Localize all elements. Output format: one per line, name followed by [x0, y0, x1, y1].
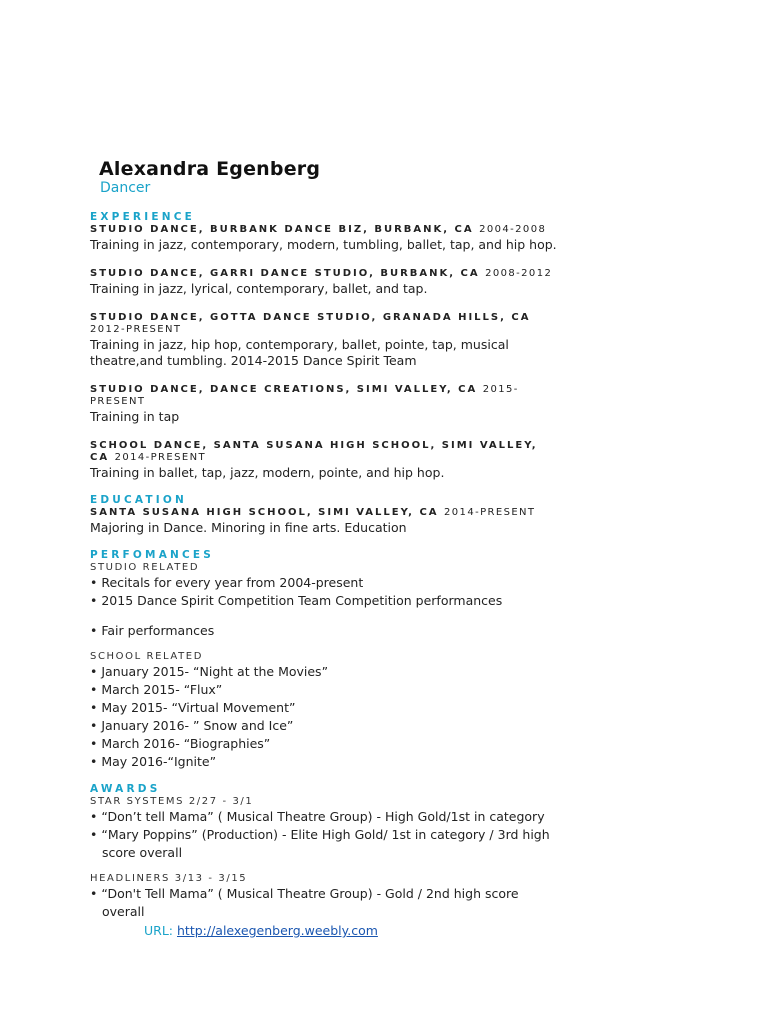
star-systems-list [90, 808, 560, 862]
star-systems-heading: STAR SYSTEMS 2/27 - 3/1 [90, 796, 254, 807]
resume-body [90, 211, 560, 921]
list-item: • May 2015- “Virtual Movement” [90, 699, 560, 717]
education-heading: EDUCATION [90, 494, 188, 506]
url-label: URL: [144, 923, 174, 938]
performances-section [90, 549, 560, 771]
school-performance-list [90, 663, 560, 771]
job-description: Training in jazz, contemporary, modern, tumbling, ballet, tap, and hip hop. [90, 237, 557, 252]
studio-performance-list-continued [90, 622, 560, 640]
school-dates: 2014-PRESENT [444, 507, 536, 518]
experience-section [90, 211, 560, 481]
job-title: STUDIO DANCE, GOTTA DANCE STUDIO, GRANADA HILLS, CA [90, 312, 531, 323]
experience-item [90, 224, 560, 253]
portfolio-url [144, 923, 378, 938]
list-item: • 2015 Dance Spirit Competition Team Competition performances [90, 592, 560, 610]
performances-heading: PERFOMANCES [90, 549, 215, 561]
list-item: • March 2016- “Biographies” [90, 735, 560, 753]
job-title: SCHOOL DANCE, SANTA SUSANA HIGH SCHOOL, SIMI VALLEY, CA [90, 440, 538, 463]
list-item: • January 2015- “Night at the Movies” [90, 663, 560, 681]
job-description: Training in ballet, tap, jazz, modern, pointe, and hip hop. [90, 465, 445, 480]
headliners-heading: HEADLINERS 3/13 - 3/15 [90, 873, 248, 884]
experience-item [90, 268, 560, 297]
school-related-heading: SCHOOL RELATED [90, 651, 204, 662]
list-item: • Fair performances [90, 622, 560, 640]
job-dates: 2012-PRESENT [90, 324, 182, 335]
portfolio-link[interactable]: http://alexegenberg.weebly.com [177, 923, 378, 938]
education-section [90, 494, 560, 536]
experience-heading: EXPERIENCE [90, 211, 195, 223]
job-title: STUDIO DANCE, BURBANK DANCE BIZ, BURBANK, CA [90, 224, 474, 235]
education-description: Majoring in Dance. Minoring in fine arts. Education [90, 520, 407, 535]
applicant-role: Dancer [100, 180, 151, 196]
job-dates: 2014-PRESENT [114, 452, 206, 463]
job-dates: 2004-2008 [479, 224, 547, 235]
job-description: Training in jazz, hip hop, contemporary, ballet, pointe, tap, musical theatre,and tumbling. 2014-2015 Dance Spirit Team [90, 337, 509, 368]
job-description: Training in tap [90, 409, 180, 424]
job-dates: 2008-2012 [485, 268, 553, 279]
experience-item [90, 384, 560, 425]
list-item: • “Don’t tell Mama” ( Musical Theatre Group) - High Gold/1st in category [90, 808, 560, 826]
experience-item [90, 312, 560, 369]
job-title: STUDIO DANCE, GARRI DANCE STUDIO, BURBANK, CA [90, 268, 480, 279]
applicant-name: Alexandra Egenberg [99, 158, 321, 180]
list-item: • May 2016-“Ignite” [90, 753, 560, 771]
list-item: • Recitals for every year from 2004-present [90, 574, 560, 592]
experience-item [90, 440, 560, 481]
awards-heading: AWARDS [90, 783, 161, 795]
studio-related-heading: STUDIO RELATED [90, 562, 200, 573]
awards-section [90, 783, 560, 921]
studio-performance-list [90, 574, 560, 610]
list-item: • March 2015- “Flux” [90, 681, 560, 699]
job-dates: 2015-PRESENT [90, 384, 519, 407]
list-item: • “Mary Poppins” (Production) - Elite High Gold/ 1st in category / 3rd high score overall [90, 826, 560, 862]
list-item: • “Don't Tell Mama” ( Musical Theatre Group) - Gold / 2nd high score overall [90, 885, 560, 921]
school-name: SANTA SUSANA HIGH SCHOOL, SIMI VALLEY, CA [90, 507, 439, 518]
list-item: • January 2016- ” Snow and Ice” [90, 717, 560, 735]
job-description: Training in jazz, lyrical, contemporary, ballet, and tap. [90, 281, 428, 296]
headliners-list [90, 885, 560, 921]
job-title: STUDIO DANCE, DANCE CREATIONS, SIMI VALLEY, CA [90, 384, 478, 395]
